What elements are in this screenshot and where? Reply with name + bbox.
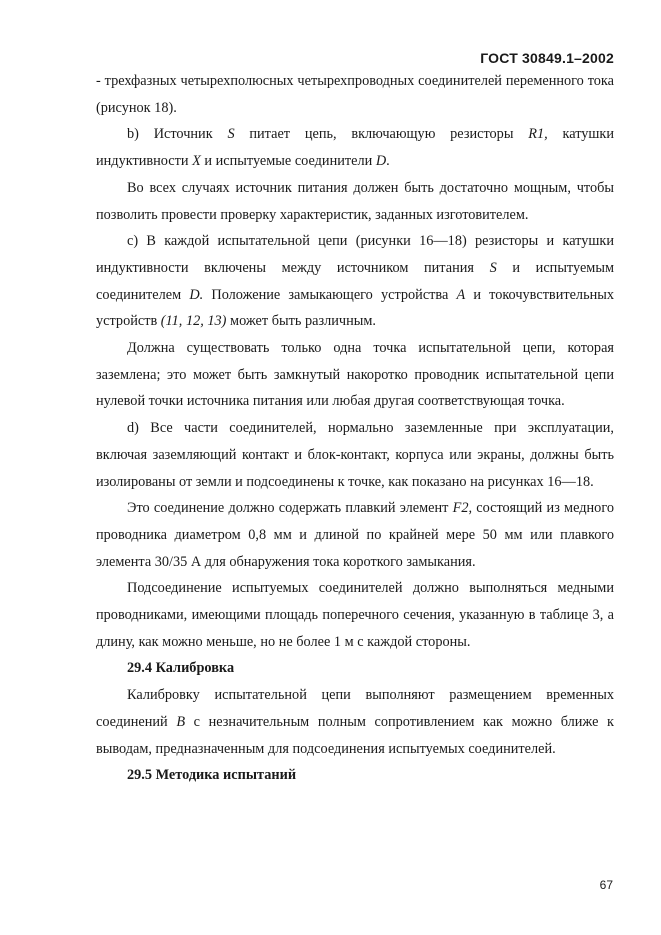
italic-term: (11, 12, 13) [160, 313, 227, 330]
text-run: может быть различным. [226, 313, 376, 330]
text-run: b) Источник [127, 126, 228, 143]
paragraph [96, 121, 614, 174]
italic-term: A [456, 286, 466, 303]
page-number: 67 [599, 878, 613, 892]
italic-term: X [192, 153, 201, 170]
text-run: d) Все части соединителей, нормально заземленные при эксплуатации, включая заземляющий контакт и блок-контакт, корпуса или экраны, должны быть изолированы от земли и подсоединены к точке, как показано на рисунках 16—18. [96, 420, 614, 490]
italic-term: F2, [452, 500, 473, 517]
text-run: с незначительным полным сопротивлением как можно ближе к выводам, предназначенным для подсоединения испытуемых соединителей. [96, 713, 614, 757]
paragraph [96, 68, 614, 121]
text-run: - трехфазных четырехполюсных четырехпроводных соединителей переменного тока (рисунок 18). [96, 73, 614, 116]
text-run: . [386, 153, 390, 170]
italic-term: S [489, 259, 497, 276]
italic-term: D. [189, 286, 204, 303]
text-run: Положение замыкающего устройства [203, 286, 457, 303]
italic-term: R1, [528, 126, 548, 143]
paragraph [96, 175, 614, 228]
text-run: 29.4 Калибровка [127, 660, 235, 677]
paragraph [96, 415, 614, 495]
text-run: катушки индуктивности [96, 126, 615, 170]
paragraph [96, 682, 614, 762]
text-run: и токочувствительных устройств [96, 286, 614, 330]
document-body [96, 68, 614, 789]
text-run: Во всех случаях источник питания должен быть достаточно мощным, чтобы позволить провести проверку характеристик, заданных изготовителем. [96, 179, 614, 223]
document-header: ГОСТ 30849.1–2002 [480, 50, 614, 66]
paragraph [96, 575, 614, 655]
text-run: 29.5 Методика испытаний [127, 767, 297, 784]
italic-term: S [227, 126, 235, 143]
text-run: Это соединение должно содержать плавкий элемент [127, 500, 453, 517]
text-run: Должна существовать только одна точка испытательной цепи, которая заземлена; это может быть замкнутый накоротко проводник испытательной цепи нулевой точки источника питания или любая другая соответствующая точка. [96, 340, 614, 410]
italic-term: B [176, 713, 186, 730]
paragraph [96, 335, 614, 415]
text-run: Калибровку испытательной цепи выполняют размещением временных соединений [96, 687, 614, 730]
paragraph [96, 495, 614, 575]
section-heading [96, 655, 614, 682]
text-run: состоящий из медного проводника диаметром 0,8 мм и длиной по крайней мере 50 мм или плавкого элемента 30/35 А для обнаружения тока короткого замыкания. [96, 500, 614, 570]
text-run: Подсоединение испытуемых соединителей должно выполняться медными проводниками, имеющими площадь поперечного сечения, указанную в таблице 3, а длину, как можно меньше, но не более 1 м с каждой стороны. [96, 580, 614, 650]
text-run: и испытуемые соединители [200, 153, 376, 170]
text-run: c) В каждой испытательной цепи (рисунки 16—18) резисторы и катушки индуктивности включены между источником питания [96, 233, 614, 276]
text-run: питает цепь, включающую резисторы [234, 126, 529, 143]
section-heading [96, 762, 614, 789]
italic-term: D [375, 153, 387, 170]
paragraph [96, 228, 614, 335]
text-run: и испытуемым соединителем [96, 259, 614, 303]
